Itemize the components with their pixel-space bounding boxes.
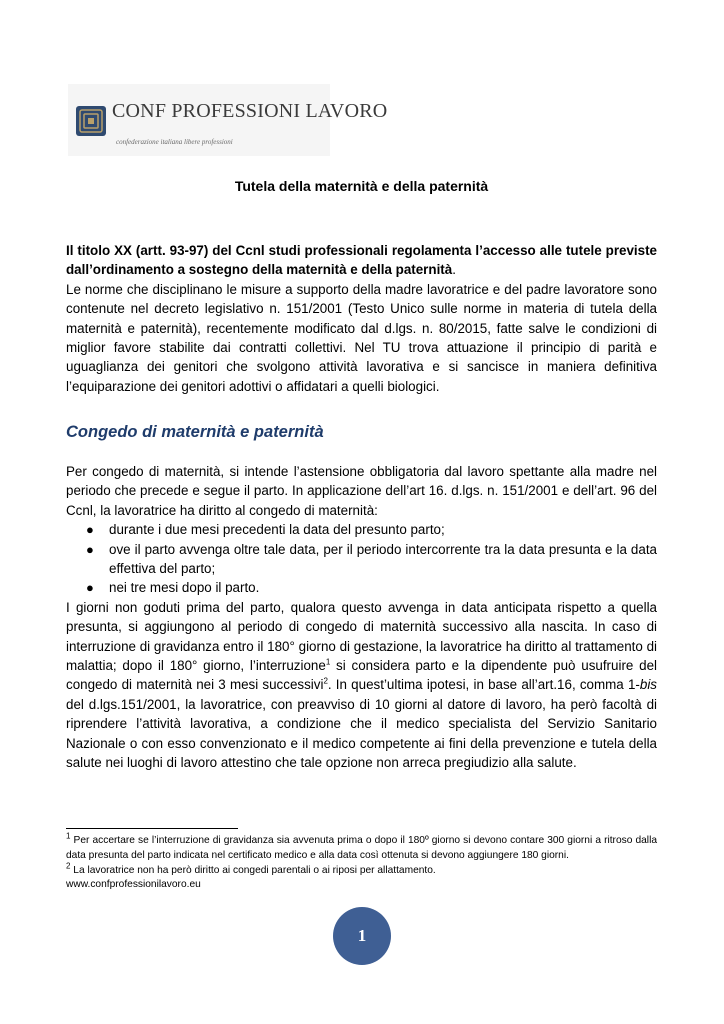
page-title: Tutela della maternità e della paternità — [234, 178, 489, 194]
footnotes — [66, 831, 657, 893]
intro-period: . — [452, 262, 456, 278]
maternity-leave-section — [66, 462, 657, 773]
intro-rest-paragraph: Le norme che disciplinano le misure a supporto della madre lavoratrice e del padre lavoratore sono contenute nel decreto legislativo n. 151/2001 (Testo Unico sulle norme in materia di tutela della maternità e paternità), recentemente modificato dal d.lgs. n. 80/2015, fatte salve le condizioni di miglior favore stabilite dai contratti collettivi. Nel TU trova attuazione il principio di parità e uguaglianza dei genitori che svolgono attività lavorativa e si sancisce in maniera definitiva l’equiparazione dei genitori adottivi o affidatari a quelli biologici. — [66, 281, 657, 394]
page-number-badge: 1 — [333, 907, 391, 965]
footnote-mark-2: 2 — [66, 861, 71, 871]
list-item-text: durante i due mesi precedenti la data del presunto parto; — [109, 522, 445, 538]
logo-emblem-icon — [76, 106, 106, 136]
footnote-ref-2[interactable]: 2 — [323, 677, 328, 686]
footnote-ref-1[interactable]: 1 — [325, 657, 331, 667]
section-intro-paragraph: Per congedo di maternità, si intende l’astensione obbligatoria dal lavoro spettante alla madre nel periodo che precede e segue il parto. In applicazione dell’art 16. d.lgs. n. 151/2001 e dell’art. 96 del Ccnl, la lavoratrice ha diritto al congedo di maternità: — [66, 464, 657, 518]
footnote-divider — [66, 828, 238, 829]
list-item — [66, 578, 657, 597]
footnote-text-2: La lavoratrice non ha però diritto ai congedi parentali o ai riposi per allattamento. — [70, 864, 436, 876]
section-heading: Congedo di maternità e paternità — [66, 423, 324, 441]
paragraph-text-b: si considera parto e la dipendente può usufruire del congedo di maternità nei 3 mesi successivi — [66, 658, 657, 693]
bullet-icon: ● — [86, 541, 94, 557]
footnote-mark-1: 1 — [66, 831, 71, 841]
bullet-list — [66, 520, 657, 598]
intro-paragraph — [66, 241, 657, 280]
list-item-text: nei tre mesi dopo il parto. — [109, 580, 260, 596]
footnote-text-1: Per accertare se l’interruzione di gravidanza sia avvenuta prima o dopo il 180º giorno si devono contare 300 giorni a ritroso dalla data presunta del parto indicata nel certificato medico e alla data così ottenuta si devono aggiungere 180 giorni. — [66, 835, 657, 861]
footnote-1 — [66, 831, 657, 864]
bullet-icon: ● — [86, 522, 94, 538]
logo-subtitle: confederazione italiana libere professioni — [116, 138, 233, 146]
website-link[interactable]: www.confprofessionilavoro.eu — [66, 879, 201, 891]
paragraph-text-c: . In quest’ultima ipotesi, in base all’art.16, comma 1- — [327, 677, 640, 693]
body-paragraph — [66, 598, 657, 773]
footnote-2 — [66, 861, 657, 879]
paragraph-text-d: del d.lgs.151/2001, la lavoratrice, con preavviso di 10 giorni al datore di lavoro, ha però facoltà di riprendere l’attività lavorativa, a condizione che il medico specialista del Servizio Sanitario Nazionale o con esso convenzionato e il medico competente ai fini della prevenzione e tutela della salute nei luoghi di lavoro attestino che tale opzione non arreca pregiudizio alla salute. — [66, 696, 657, 771]
list-item — [66, 540, 657, 579]
logo — [68, 84, 388, 156]
list-item-text: ove il parto avvenga oltre tale data, per il periodo intercorrente tra la data presunta e la data effettiva del parto; — [109, 541, 657, 577]
bullet-icon: ● — [86, 580, 94, 596]
paragraph-text-a: I giorni non goduti prima del parto, qualora questo avvenga in data anticipata rispetto a quella presunta, si aggiungono al periodo di congedo di maternità successivo alla nascita. In caso di interruzione di gravidanza entro il 180° giorno di gestazione, la lavoratrice ha diritto al trattamento di malattia; dopo il 180° giorno, l’interruzione — [66, 599, 657, 674]
paragraph-text-bis: bis — [639, 677, 657, 693]
logo-name: CONF PROFESSIONI LAVORO — [112, 100, 388, 122]
list-item — [66, 520, 657, 539]
intro-section — [66, 241, 657, 396]
intro-bold-text: Il titolo XX (artt. 93-97) del Ccnl studi professionali regolamenta l’accesso alle tutele previste dall’ordinamento a sostegno della maternità e della paternità — [66, 243, 657, 278]
